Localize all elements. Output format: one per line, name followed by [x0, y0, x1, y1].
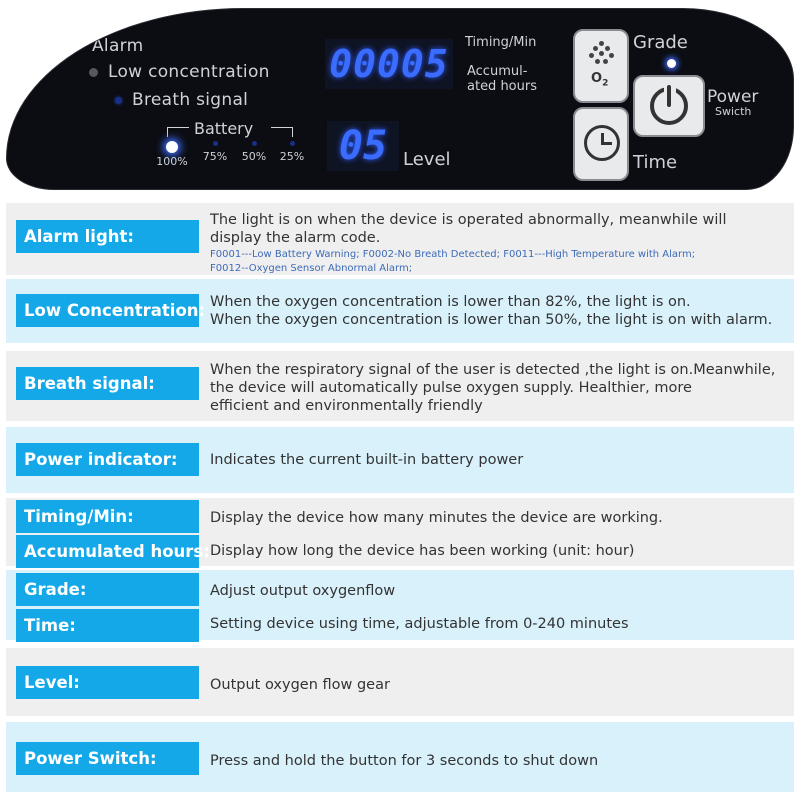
breath-signal-tag: Breath signal: [16, 367, 199, 400]
low-concentration-tag: Low Concentration: [16, 294, 199, 327]
power-label: Power [707, 87, 759, 107]
row-level [6, 648, 794, 716]
power-switch-description: Press and hold the button for 3 seconds to shut down [210, 753, 599, 769]
row-low-concentration [6, 279, 794, 343]
row-grade-time [6, 570, 794, 640]
power-indicator-description: Indicates the current built-in battery power [210, 452, 524, 468]
timing-min-description: Display the device how many minutes the device are working. [210, 510, 663, 526]
battery-led-on-icon [166, 141, 178, 153]
accumulated-hours-tag: Accumulated hours: [16, 535, 199, 568]
battery-level-label: 50% [241, 150, 267, 163]
alarm-light-tag: Alarm light: [16, 220, 199, 253]
o2-label: $O_2$ [591, 71, 609, 89]
battery-led-icon [213, 141, 218, 146]
power-switch-tag: Power Switch: [16, 742, 199, 775]
switch-label: Swicth [715, 105, 752, 118]
battery-title [167, 119, 293, 139]
breath-signal-indicator [115, 90, 248, 110]
battery-level-50 [234, 141, 274, 163]
timing-label: Timing/Min [465, 35, 537, 50]
alarm-indicator [73, 36, 144, 56]
battery-level-label: 75% [202, 150, 228, 163]
battery-led-icon [290, 141, 295, 146]
level-label: Level [403, 149, 451, 170]
o2-icon [589, 41, 615, 71]
low-concentration-label: Low concentration [108, 62, 270, 82]
breath-signal-label: Breath signal [132, 90, 249, 110]
time-description: Setting device using time, adjustable from 0-240 minutes [210, 616, 629, 632]
time-button[interactable] [573, 107, 629, 181]
timing-min-tag: Timing/Min: [16, 500, 199, 533]
grade-led-icon [667, 59, 676, 68]
grade-description: Adjust output oxygenflow [210, 583, 396, 599]
battery-title-label: Battery [194, 119, 254, 138]
accumulated-hours-label: Accumul- ated hours [467, 64, 537, 94]
battery-level-75 [195, 141, 235, 163]
row-power-indicator [6, 427, 794, 493]
accumulated-hours-description: Display how long the device has been working (unit: hour) [210, 543, 635, 559]
battery-level-25 [272, 141, 312, 163]
low-concentration-led-icon [89, 68, 98, 77]
control-panel [6, 8, 794, 190]
level-display: 05 [327, 121, 399, 171]
time-label: Time [633, 152, 678, 173]
row-timing-accumulated [6, 498, 794, 566]
battery-led-icon [252, 141, 257, 146]
level-tag: Level: [16, 666, 199, 699]
low-concentration-indicator [89, 62, 270, 82]
breath-signal-led-icon [115, 97, 122, 104]
row-breath-signal [6, 351, 794, 421]
alarm-light-description: The light is on when the device is operated abnormally, meanwhile will display the alarm code. F0001---Low Battery Warning; F0002-No Breath Detected; F0011---High Temperature with Alarm; F0012--Oxygen Sensor Abnormal Alarm; [210, 212, 727, 274]
level-description: Output oxygen flow gear [210, 677, 390, 693]
grade-button[interactable] [573, 29, 629, 103]
alarm-led-icon [73, 42, 82, 51]
time-tag: Time: [16, 609, 199, 642]
alarm-label: Alarm [92, 36, 144, 56]
battery-level-label: 100% [156, 155, 188, 168]
clock-icon [584, 125, 620, 161]
power-indicator-tag: Power indicator: [16, 443, 199, 476]
row-power-switch [6, 722, 794, 792]
breath-signal-description: When the respiratory signal of the user is detected ,the light is on.Meanwhile, the device will automatically pulse oxygen supply. Healthier, more efficient and environmentally friendly [210, 362, 776, 414]
battery-level-label: 25% [279, 150, 305, 163]
timer-display: 00005 [325, 39, 453, 89]
battery-level-100 [152, 141, 192, 168]
grade-tag: Grade: [16, 573, 199, 606]
low-concentration-description: When the oxygen concentration is lower than 82%, the light is on. When the oxygen concentration is lower than 50%, the light is on with alarm. [210, 294, 773, 328]
power-switch-button[interactable] [633, 75, 705, 137]
grade-label: Grade [633, 32, 688, 53]
row-alarm-light [6, 203, 794, 275]
